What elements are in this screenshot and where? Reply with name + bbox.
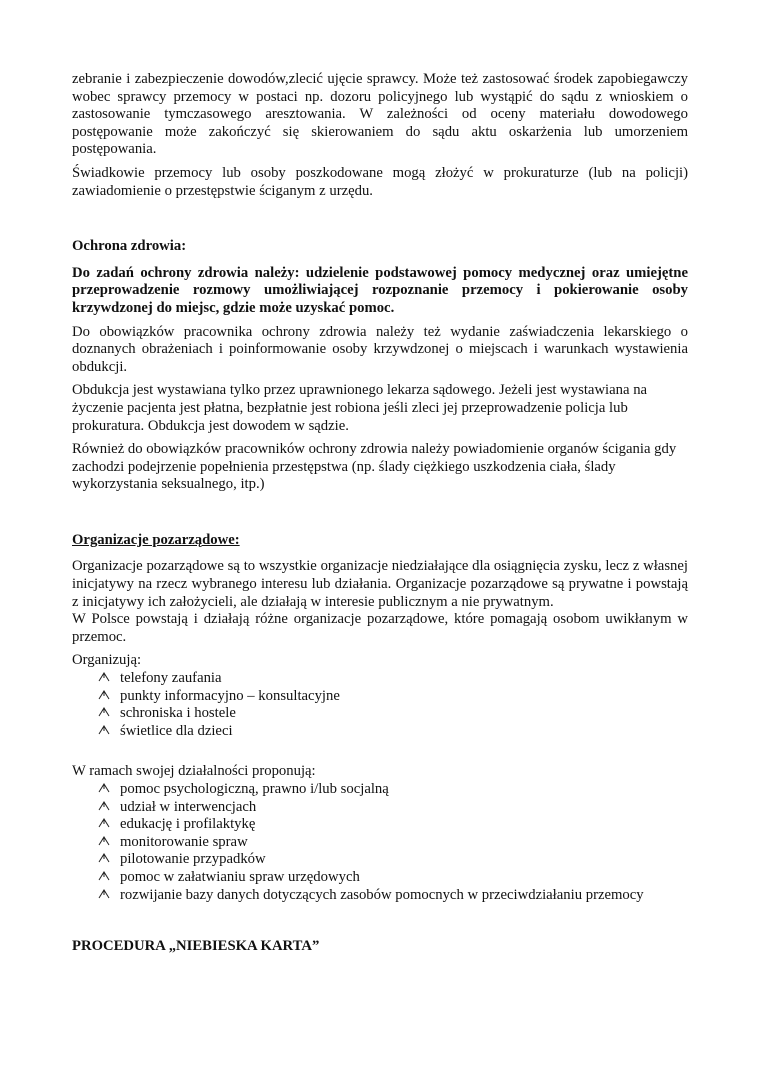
ngo-paragraph-1: Organizacje pozarządowe są to wszystkie organizacje niedziałające dla osiągnięcia zysku, lecz z własnej inicjatywy na rzecz wybranego interesu lub działania. Organizacje pozarządowe są prywatne i powstają z inicjatywy ich założycieli, ale działają w interesie publicznym a nie prywatnym. [72, 558, 688, 610]
organize-label: Organizują: [72, 652, 142, 669]
intro-paragraph-2: Świadkowie przemocy lub osoby poszkodowane mogą złożyć w prokuraturze (lub na policji) zawiadomienie o przestępstwie ściganym z urzędu. [72, 164, 688, 199]
document-page [72, 71, 688, 956]
list-item [98, 781, 688, 799]
caret-up-bullet-icon [98, 851, 112, 865]
list-item-text: rozwijanie bazy danych dotyczących zasobów pomocnych w przeciwdziałaniu przemocy [120, 886, 644, 903]
list-item-text: pomoc psychologiczną, prawno i/lub socjalną [120, 781, 389, 797]
caret-up-bullet-icon [98, 816, 112, 830]
list-item [98, 705, 688, 723]
caret-up-bullet-icon [98, 705, 112, 719]
list-item [98, 887, 688, 905]
list-item-text: pilotowanie przypadków [120, 851, 266, 868]
list-item-text: punkty informacyjno – konsultacyjne [120, 687, 340, 704]
caret-up-bullet-icon [98, 799, 112, 813]
list-item [98, 799, 688, 817]
list-item-text: edukację i profilaktykę [120, 816, 256, 833]
list-item-text: pomoc w załatwianiu spraw urzędowych [120, 868, 360, 885]
health-bold-paragraph: Do zadań ochrony zdrowia należy: udzielenie podstawowej pomocy medycznej oraz umiejętne przeprowadzenie rozmowy umożliwiającej rozpoznanie przemocy i pokierowanie osoby krzywdzonej do miejsc, gdzie może uzyskać pomoc. [72, 264, 688, 316]
list-item [98, 816, 688, 834]
list-item [98, 688, 688, 706]
offer-label: W ramach swojej działalności proponują: [72, 763, 316, 780]
list-item-text: monitorowanie spraw [120, 833, 248, 850]
procedure-heading: PROCEDURA „NIEBIESKA KARTA” [72, 938, 320, 955]
health-paragraph-2: Obdukcja jest wystawiana tylko przez uprawnionego lekarza sądowego. Jeżeli jest wystawiana na życzenie pacjenta jest płatna, bezpłatnie jest robiona jeśli zleci jej przeprowadzenie policja lub prokuratura. Obdukcja jest dowodem w sądzie. [72, 382, 648, 434]
ngo-heading: Organizacje pozarządowe: [72, 531, 240, 548]
list-item [98, 670, 688, 688]
caret-up-bullet-icon [98, 781, 112, 795]
intro-paragraph-1: zebranie i zabezpieczenie dowodów,zlecić ujęcie sprawcy. Może też zastosować środek zapobiegawczy wobec sprawcy przemocy w postaci np. dozoru policyjnego lub wystąpić do sądu z wnioskiem o zastosowanie tymczasowego aresztowania. W zależności od oceny materiału dowodowego postępowanie może zakończyć się skierowaniem do sądu aktu oskarżenia lub umorzeniem postępowania. [72, 71, 688, 158]
list-item-text: udział w interwencjach [120, 798, 257, 815]
ngo-paragraph-2: W Polsce powstają i działają różne organizacje pozarządowe, które pomagają osobom uwikłanym w przemoc. [72, 611, 688, 645]
caret-up-bullet-icon [98, 834, 112, 848]
caret-up-bullet-icon [98, 688, 112, 702]
list-item-text: telefony zaufania [120, 670, 222, 687]
health-paragraph-3: Również do obowiązków pracowników ochrony zdrowia należy powiadomienie organów ścigania gdy zachodzi podejrzenie popełnienia przestępstwa (np. ślady ciężkiego uszkodzenia ciała, ślady wykorzystania seksualnego, itp.) [72, 441, 677, 493]
list-item-text: świetlice dla dzieci [120, 722, 233, 739]
health-paragraph-1: Do obowiązków pracownika ochrony zdrowia należy też wydanie zaświadczenia lekarskiego o doznanych obrażeniach i poinformowanie osoby krzywdzonej o miejscach i warunkach wystawienia obdukcji. [72, 323, 688, 375]
offer-list [72, 781, 688, 904]
health-heading: Ochrona zdrowia: [72, 238, 187, 255]
organize-list [72, 670, 688, 740]
caret-up-bullet-icon [98, 887, 112, 901]
caret-up-bullet-icon [98, 670, 112, 684]
list-item [98, 834, 688, 852]
caret-up-bullet-icon [98, 869, 112, 883]
list-item [98, 869, 688, 887]
list-item [98, 851, 688, 869]
caret-up-bullet-icon [98, 723, 112, 737]
list-item-text: schroniska i hostele [120, 705, 236, 722]
list-item [98, 723, 688, 741]
